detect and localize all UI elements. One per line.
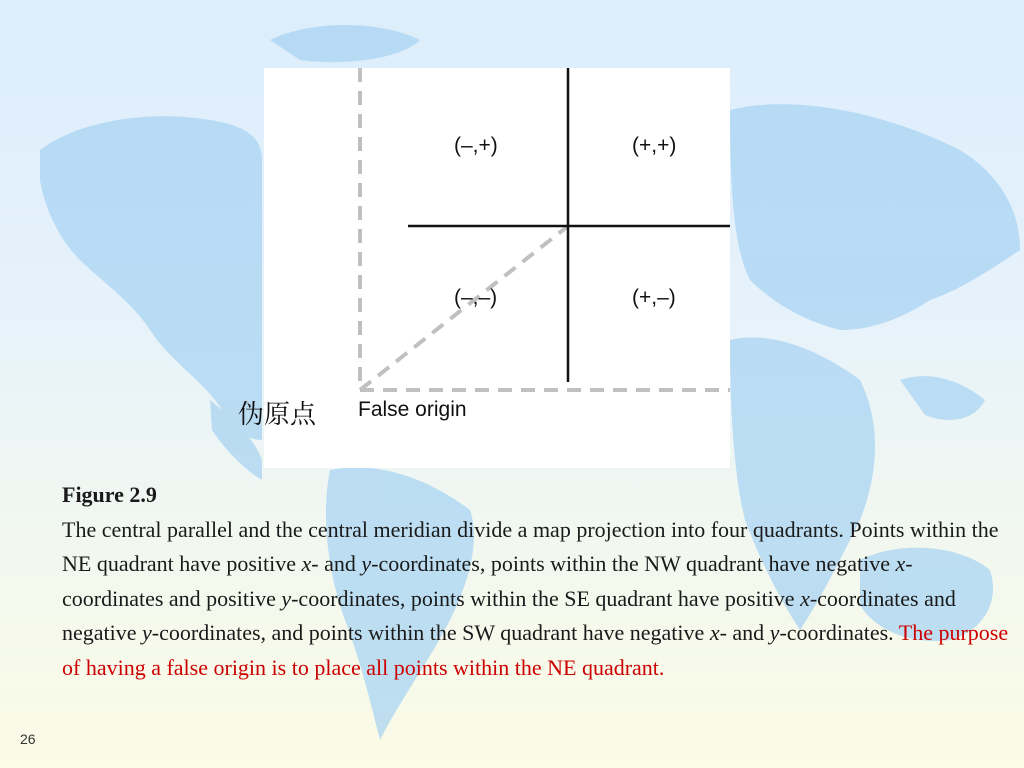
quadrant-diagram-graphic	[264, 68, 730, 468]
caption-text: - and	[311, 551, 362, 576]
page-number: 26	[20, 731, 36, 747]
false-origin-label: False origin	[358, 398, 467, 421]
quadrant-nw-label: (–,+)	[454, 134, 498, 157]
caption-text: - and	[719, 620, 770, 645]
caption-text: -coordinates.	[779, 620, 899, 645]
quadrant-sw-label: (–,–)	[454, 286, 498, 309]
caption-text: -coordinates and positive	[62, 551, 913, 611]
caption-var: y	[142, 620, 152, 645]
figure-caption	[62, 478, 1010, 685]
caption-var: y	[769, 620, 780, 645]
caption-highlight: The purpose of having a false origin is to place all points within the NE quadrant.	[62, 620, 1009, 680]
caption-var: y	[361, 551, 372, 576]
caption-text: -coordinates, and points within the SW quadrant have negative	[151, 620, 710, 645]
quadrant-diagram	[264, 68, 730, 468]
caption-text: -coordinates and negative	[62, 585, 956, 645]
caption-var: x	[800, 585, 810, 611]
caption-var: x	[709, 620, 720, 645]
false-origin-label-cn: 伪原点	[238, 400, 317, 430]
quadrant-ne-label: (+,+)	[632, 134, 677, 157]
caption-text: -coordinates, points within the SE quadrant have positive	[291, 585, 801, 611]
figure-title: Figure 2.9	[62, 482, 157, 507]
caption-text: The central parallel and the central meridian divide a map projection into four quadrants. Points within the NE quadrant have positive	[62, 516, 999, 576]
caption-text: -coordinates, points within the NW quadrant have negative	[371, 551, 896, 576]
quadrant-se-label: (+,–)	[632, 286, 676, 309]
caption-var: x	[301, 551, 312, 576]
caption-var: x	[895, 551, 906, 576]
caption-var: y	[281, 585, 292, 611]
